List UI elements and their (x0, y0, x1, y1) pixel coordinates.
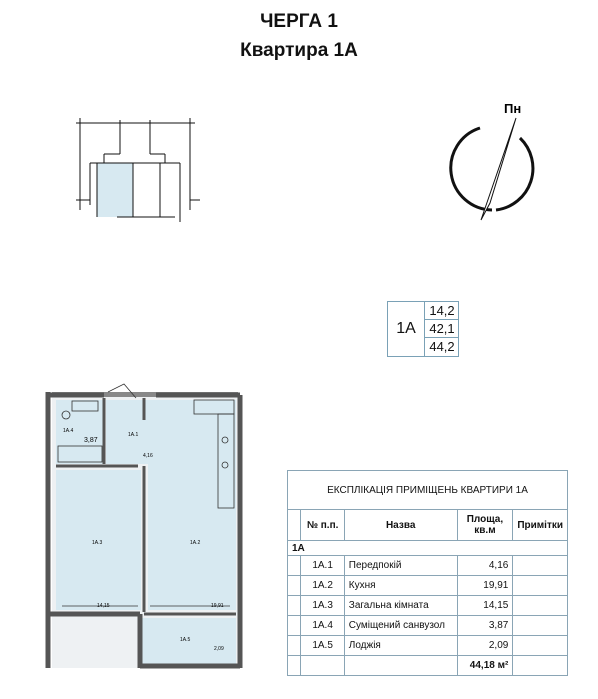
table-row (288, 616, 568, 636)
floor-plan (48, 384, 240, 668)
row-num: 1А.4 (301, 616, 344, 636)
plan-area-hall: 4,16 (143, 453, 153, 459)
plan-room-tag-loggia: 1А.5 (180, 637, 191, 643)
north-compass (451, 118, 533, 220)
badge-value-total: 42,1 (425, 320, 459, 338)
plan-room-tag-bath: 1А.4 (63, 428, 74, 434)
row-area: 19,91 (457, 576, 513, 596)
section-label: 1А (288, 541, 568, 556)
row-name: Лоджія (344, 636, 457, 656)
row-num: 1А.1 (301, 556, 344, 576)
header-area: Площа, кв.м (457, 510, 513, 541)
row-area: 4,16 (457, 556, 513, 576)
row-name: Суміщений санвузол (344, 616, 457, 636)
compass-north-label: Пн (504, 101, 522, 116)
explication-caption: ЕКСПЛІКАЦІЯ ПРИМІЩЕНЬ КВАРТИРИ 1А (288, 471, 568, 510)
row-name: Кухня (344, 576, 457, 596)
table-row (288, 576, 568, 596)
badge-value-living: 14,2 (425, 302, 459, 320)
header-name: Назва (344, 510, 457, 541)
row-num: 1А.2 (301, 576, 344, 596)
table-row (288, 596, 568, 616)
plan-area-kitchen: 19,91 (211, 603, 224, 609)
badge-code: 1А (388, 302, 425, 356)
plan-area-loggia: 2,09 (214, 646, 224, 652)
row-num: 1А.3 (301, 596, 344, 616)
explication-table (287, 470, 568, 676)
table-row (288, 556, 568, 576)
total-area: 44,18 м² (457, 656, 513, 676)
row-area: 2,09 (457, 636, 513, 656)
apartment-title: Квартира 1А (240, 40, 358, 61)
header-notes: Примітки (513, 510, 568, 541)
header-spacer (288, 510, 301, 541)
table-row (288, 636, 568, 656)
badge-value-general: 44,2 (429, 339, 455, 354)
plan-room-tag-hall: 1А.1 (128, 432, 139, 438)
row-num: 1А.5 (301, 636, 344, 656)
queue-title: ЧЕРГА 1 (260, 11, 338, 32)
room-kitchen (148, 400, 236, 610)
key-plan (76, 118, 200, 222)
key-plan-highlight (97, 163, 133, 217)
apartment-area-badge (387, 301, 459, 357)
total-row (288, 656, 568, 676)
plan-area-bath: 3,87 (84, 437, 98, 444)
header-num: № п.п. (301, 510, 344, 541)
plan-room-tag-kitchen: 1А.2 (190, 540, 201, 546)
row-area: 3,87 (457, 616, 513, 636)
row-name: Передпокій (344, 556, 457, 576)
row-area: 14,15 (457, 596, 513, 616)
plan-room-tag-living: 1А.3 (92, 540, 103, 546)
row-name: Загальна кімната (344, 596, 457, 616)
plan-area-living: 14,15 (97, 603, 110, 609)
